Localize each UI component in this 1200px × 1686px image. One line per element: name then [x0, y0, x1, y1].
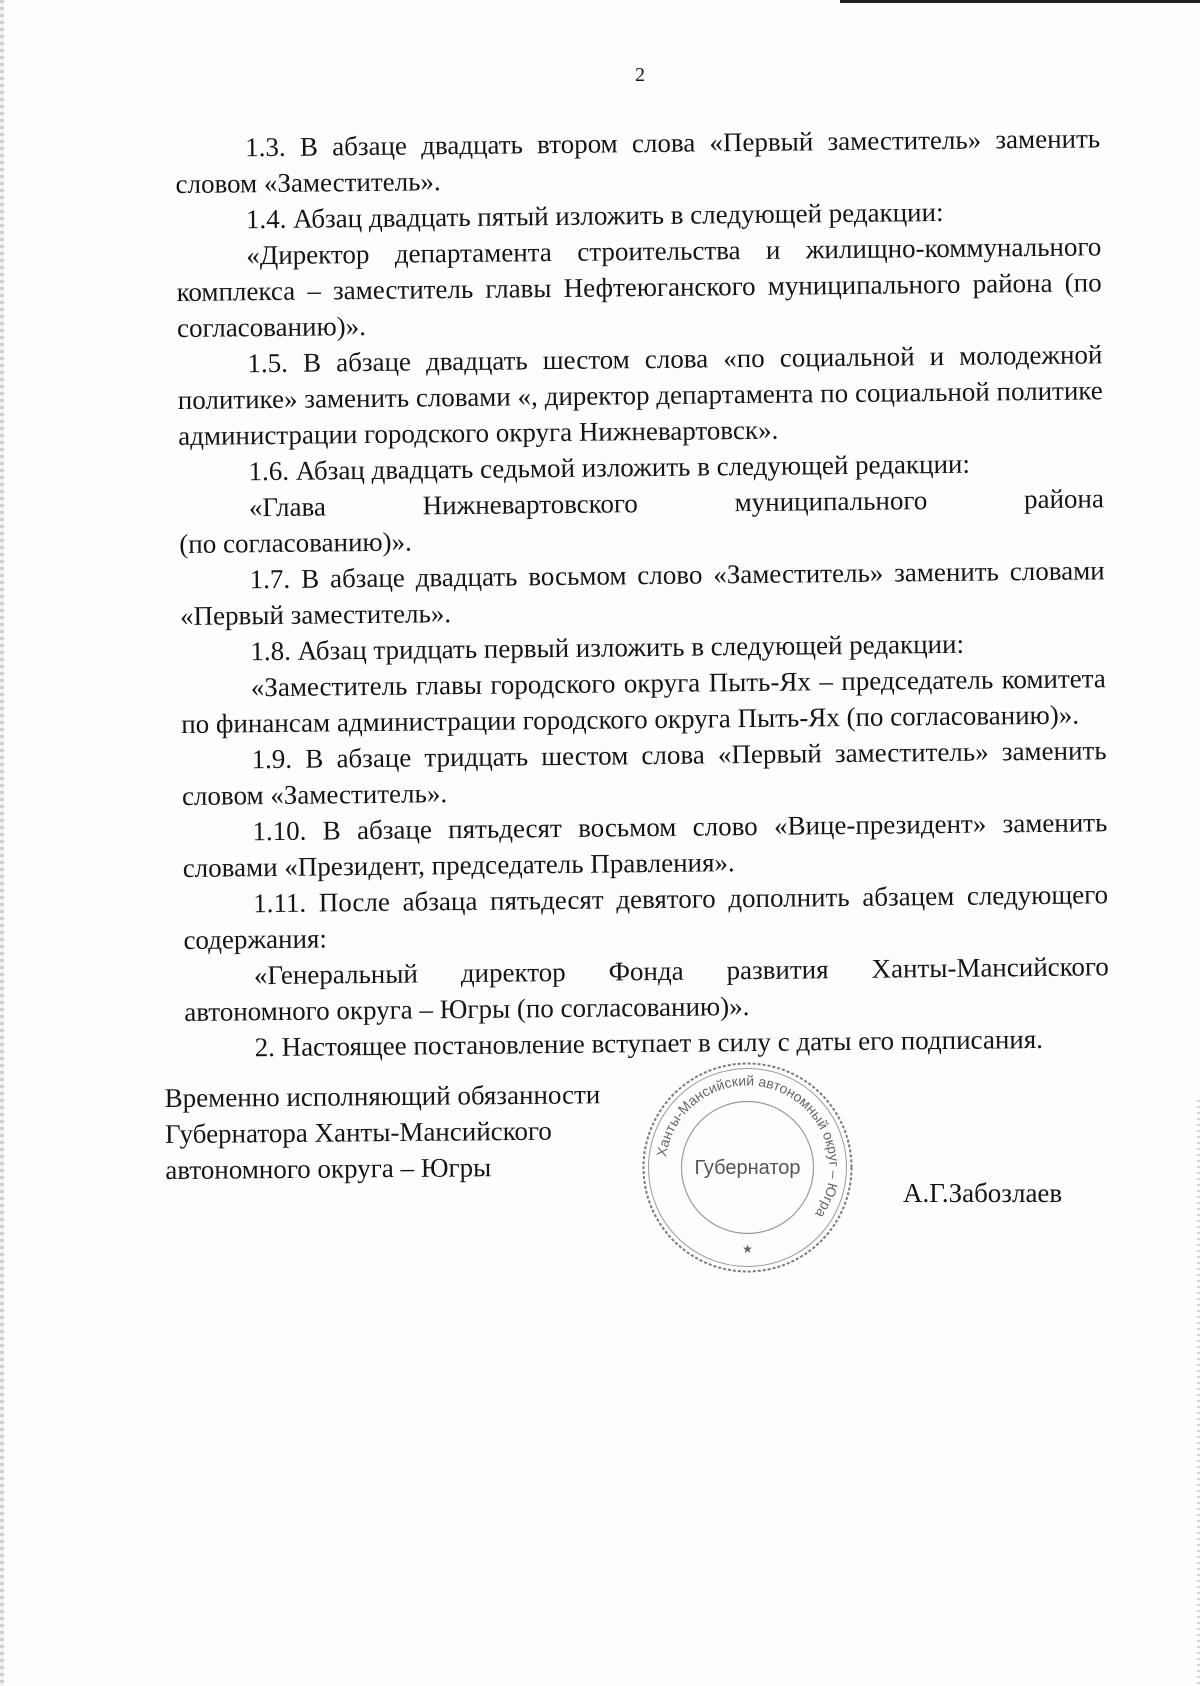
paragraph-2: 2. Настоящее постановление вступает в силу с даты его подписания. — [254, 1023, 1044, 1063]
signer-name: А.Г.Забозлаев — [903, 1178, 1063, 1208]
paragraph-1-8-text: «Заместитель главы городского округа Пыть-Ях – председатель комитета по финансам администрации городского округа Пыть-Ях (по согласованию)». — [181, 663, 1106, 739]
paragraph-1-6-text-end: (по согласованию)». — [179, 526, 412, 559]
paragraph-1-3: 1.3. В абзаце двадцать втором слова «Первый заместитель» заменить словом «Заместитель». — [175, 123, 1101, 199]
paragraph-1-11: 1.11. После абзаца пятьдесят девятого дополнить абзацем следующего содержания: — [183, 879, 1109, 955]
paragraph-1-8: 1.8. Абзац тридцать первый изложить в следующей редакции: — [250, 628, 965, 667]
paragraph-1-6-text: «Глава Нижневартовского муниципального района — [248, 483, 1105, 523]
scan-edge-top — [840, 0, 1200, 3]
seal-center-text: Губернатор — [694, 1157, 801, 1179]
paragraph-1-9: 1.9. В абзаце тридцать шестом слова «Первый заместитель» заменить словом «Заместитель». — [181, 735, 1107, 811]
signature-position-line: автономного округа – Югры — [165, 1152, 492, 1186]
signature-position-line: Губернатора Ханты-Мансийского — [164, 1115, 552, 1150]
paragraph-1-4: 1.4. Абзац двадцать пятый изложить в следующей редакции: — [245, 196, 944, 235]
paragraph-1-5: 1.5. В абзаце двадцать шестом слова «по социальной и молодежной политике» заменить словами «, директор департамента по социальной политике администрации городского округа Нижневартовск». — [177, 339, 1103, 451]
seal-ring-text: Ханты-Мансийский автономный округ – Югра — [653, 1072, 843, 1222]
official-seal — [635, 1055, 860, 1280]
page-number: 2 — [635, 64, 645, 86]
paragraph-1-6: 1.6. Абзац двадцать седьмой изложить в следующей редакции: — [248, 448, 971, 487]
paragraph-1-10: 1.10. В абзаце пятьдесят восьмом слово «Вице-президент» заменить словами «Президент, председатель Правления». — [182, 807, 1108, 883]
signature-position — [165, 1076, 636, 1188]
scan-edge-left — [0, 0, 4, 1686]
paragraph-1-11-text: «Генеральный директор Фонда развития Ханты-Мансийского автономного округа – Югры (по согласованию)». — [184, 951, 1109, 1027]
document-body — [175, 120, 1110, 1066]
paragraph-1-7: 1.7. В абзаце двадцать восьмом слово «Заместитель» заменить словами «Первый заместитель». — [179, 555, 1105, 631]
signature-position-line: Временно исполняющий обязанности — [164, 1079, 601, 1114]
paragraph-1-4-text: «Директор департамента строительства и жилищно-коммунального комплекса – заместитель главы Нефтеюганского муниципального района (по согласованию)». — [176, 231, 1102, 343]
seal-star-icon: ★ — [742, 1242, 753, 1256]
